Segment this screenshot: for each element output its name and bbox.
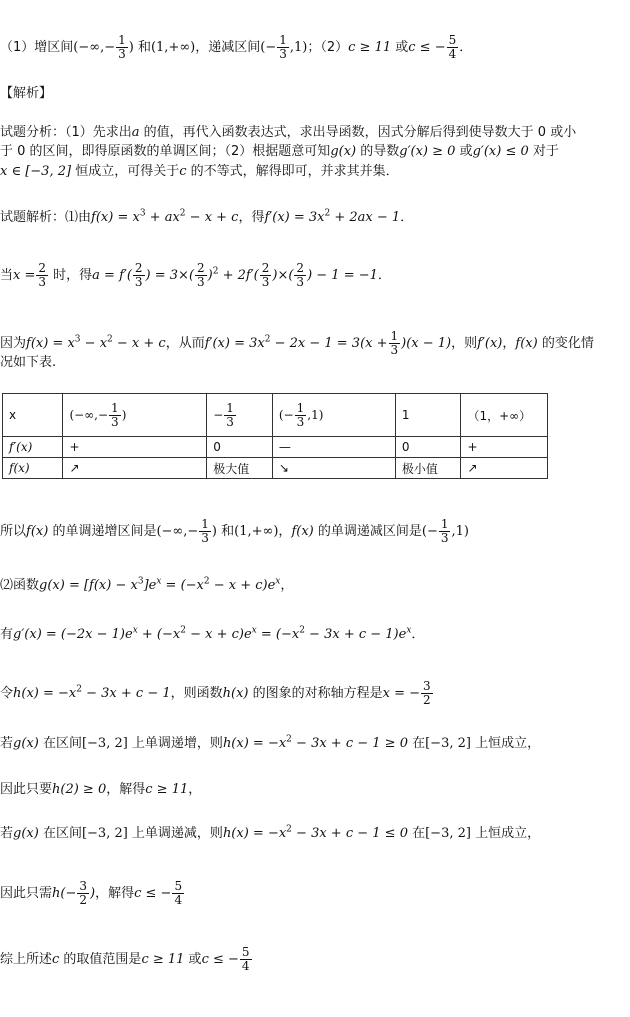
- conclusion-line: 所以f(x) 的单调递增区间是(−∞,− $\frac{1}{3}$ ) 和(1,+∞)，f(x) 的单调递减区间是(− $\frac{1}{3}$ ,1): [0, 517, 469, 545]
- part2-line-4: 若g(x) 在区间[−3, 2] 上单调递增，则$h(x) = -x^2 - 3x + c - 1 \ge 0$ 在[−3, 2] 上恒成立，: [0, 734, 541, 751]
- table-row: [3, 458, 548, 479]
- part2-line-3: 令$h(x) = -x^2 - 3x + c - 1$，则函数h(x) 的图象的对称轴方程是x = − $\frac{3}{2}$: [0, 679, 431, 707]
- solution-line-4: 况如下表.: [0, 355, 57, 370]
- table-cell: +: [461, 437, 548, 458]
- table-cell: —: [272, 437, 395, 458]
- table-cell: ↗: [461, 458, 548, 479]
- table-cell: f(x): [3, 458, 63, 479]
- solution-line-1: 试题解析：⑴由$f(x) = x^3 + ax^2 - x + c$，得$f'(x) = 3x^2 + 2ax - 1$．: [0, 208, 414, 225]
- c-range-1: c ≥ 11: [348, 40, 392, 55]
- table-row: [3, 437, 548, 458]
- part2-line-2: 有$g'(x) = (-2x - 1)e^x + (-x^2 - x + c)e^x = (-x^2 - 3x + c - 1)e^x$．: [0, 625, 425, 642]
- table-cell: (− $\frac{1}{3}$ ,1): [272, 394, 395, 437]
- variation-table: [2, 393, 548, 479]
- solution-line-3: 因为$f(x) = x^3 - x^2 - x + c$，从而$f'(x) = 3x^2 - 2x - 1 = 3(x$ + $\frac{1}{3}$ )(x − 1)，则f′(x)，f(x) 的变化情: [0, 329, 594, 357]
- table-cell: x: [3, 394, 63, 437]
- fraction: $\frac{1}{3}$: [279, 33, 287, 61]
- part2-line-8: 综上所述c 的取值范围是c ≥ 11 或c ≤ − $\frac{5}{4}$: [0, 945, 250, 973]
- part2-line-1: ⑵函数$g(x) = [f(x) - x^3]e^x = (-x^2 - x + c)e^x$，: [0, 576, 294, 593]
- answer-label: （1）增区间: [0, 40, 74, 55]
- table-cell: 极小值: [395, 458, 461, 479]
- table-cell: − $\frac{1}{3}$: [207, 394, 273, 437]
- table-cell: 0: [207, 437, 273, 458]
- analysis-line-2: 于 0 的区间，即得原函数的单调区间；（2）根据题意可知g(x) 的导数g′(x) ≥ 0 或g′(x) ≤ 0 对于: [0, 144, 559, 159]
- fraction: $\frac{1}{3}$: [118, 33, 126, 61]
- answer-line: （1）增区间(−∞,− $\frac{1}{3}$ ) 和(1,+∞)，递减区间(− $\frac{1}{3}$ ,1)；（2）c ≥ 11 或c ≤ − $\frac{5}{4}$ ．: [0, 33, 473, 61]
- interval-increasing-2: (1,+∞): [150, 40, 196, 55]
- table-cell: (−∞,− $\frac{1}{3}$ ): [63, 394, 207, 437]
- table-cell: 0: [395, 437, 461, 458]
- table-cell: （1，+∞）: [461, 394, 548, 437]
- interval-increasing-1: (−∞,−: [73, 40, 116, 55]
- analysis-line-1: 试题分析：（1）先求出a 的值，再代入函数表达式，求出导函数，因式分解后得到使导数大于 0 或小: [0, 125, 577, 140]
- fraction: $\frac{5}{4}$: [448, 33, 457, 61]
- table-cell: +: [63, 437, 207, 458]
- table-cell: ↗: [63, 458, 207, 479]
- table-cell: 极大值: [207, 458, 273, 479]
- part2-line-5: 因此只要h(2) ≥ 0，解得c ≥ 11，: [0, 782, 202, 797]
- section-heading: 【解析】: [0, 86, 53, 101]
- table-cell: ↘: [272, 458, 395, 479]
- c-range-2: c ≤ −: [408, 40, 446, 55]
- table-cell: f′(x): [3, 437, 63, 458]
- analysis-line-3: x ∈ [−3, 2] 恒成立，可得关于c 的不等式，解得即可，并求其并集．: [0, 164, 399, 179]
- part2-line-6: 若g(x) 在区间[−3, 2] 上单调递减，则$h(x) = -x^2 - 3x + c - 1 \le 0$ 在[−3, 2] 上恒成立，: [0, 824, 541, 841]
- solution-line-2: 当x = $\frac{2}{3}$ 时，得a = f′( $\frac{2}{3}$ ) = 3×( $\frac{2}{3}$ )$^2$ + 2f′( $\frac{2}{3}$ )×( $\frac{2}{3}$ ) − 1 = −1．: [0, 261, 391, 289]
- interval-decreasing: (−: [260, 40, 277, 55]
- part2-line-7: 因此只需h(− $\frac{3}{2}$ )，解得c ≤ − $\frac{5}{4}$: [0, 879, 183, 907]
- table-cell: 1: [395, 394, 461, 437]
- table-row: [3, 394, 548, 437]
